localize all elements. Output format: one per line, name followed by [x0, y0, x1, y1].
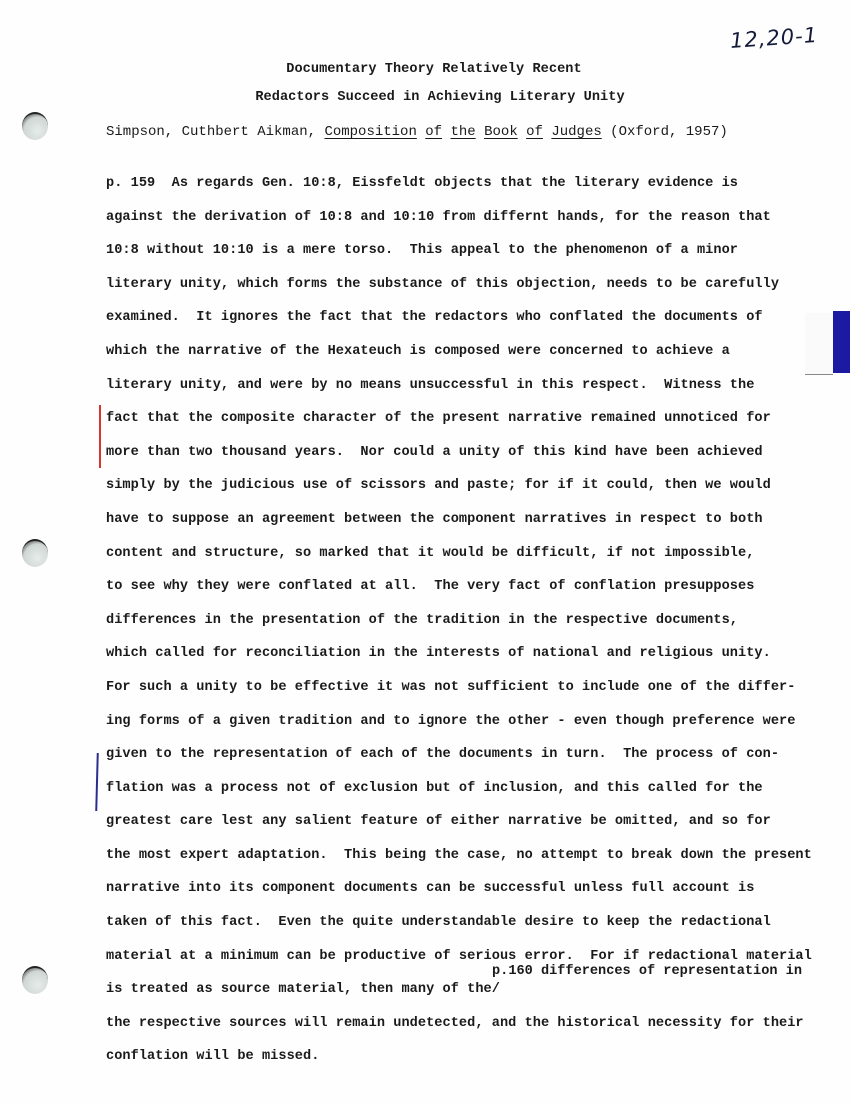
text-line: have to suppose an agreement between the component narratives in respect to both	[106, 511, 763, 527]
citation-author: Simpson, Cuthbert Aikman,	[106, 124, 325, 140]
text-line: simply by the judicious use of scissors and paste; for if it could, then we would	[106, 478, 771, 494]
binder-hole-top	[22, 112, 48, 140]
text-line: material at a minimum can be productive of serious error. For if redactional material	[106, 948, 812, 964]
book-title-word: Composition	[324, 124, 417, 140]
text-line: the respective sources will remain undetected, and the historical necessity for their	[106, 1015, 804, 1031]
text-line: fact that the composite character of the present narrative remained unnoticed for	[106, 411, 771, 427]
text-line: taken of this fact. Even the quite understandable desire to keep the redactional	[106, 915, 771, 931]
text-line: flation was a process not of exclusion but of inclusion, and this called for the	[106, 780, 763, 796]
text-line: which called for reconciliation in the interests of national and religious unity.	[106, 646, 771, 662]
bibliographic-citation	[106, 124, 728, 140]
text-line: narrative into its component documents can be successful unless full account is	[106, 881, 755, 897]
book-title-word: of	[526, 124, 543, 140]
blue-margin-mark	[95, 753, 98, 811]
text-line: For such a unity to be effective it was not sufficient to include one of the differ-	[106, 679, 796, 695]
binder-hole-bottom	[22, 966, 48, 994]
text-line: which the narrative of the Hexateuch is composed were concerned to achieve a	[106, 343, 730, 359]
heading-primary: Documentary Theory Relatively Recent	[286, 62, 582, 77]
text-line: 10:8 without 10:10 is a mere torso. This appeal to the phenomenon of a minor	[106, 243, 738, 259]
interlinear-insertion: p.160 differences of representation in	[492, 964, 802, 979]
text-line: p. 159 As regards Gen. 10:8, Eissfeldt objects that the literary evidence is	[106, 176, 738, 191]
text-line: differences in the presentation of the tradition in the respective documents,	[106, 612, 738, 628]
binder-hole-middle	[22, 539, 48, 567]
book-title-word: Judges	[551, 124, 602, 140]
text-line: against the derivation of 10:8 and 10:10 from differnt hands, for the reason that	[106, 209, 771, 225]
text-line: examined. It ignores the fact that the redactors who conflated the documents of	[106, 310, 763, 326]
handwritten-page-number: 12,20-1	[729, 22, 819, 54]
text-line: more than two thousand years. Nor could a unity of this kind have been achieved	[106, 444, 763, 460]
book-title-word: Book	[484, 124, 518, 140]
body-text	[106, 174, 846, 1081]
red-margin-mark	[99, 405, 101, 468]
text-line: the most expert adaptation. This being the case, no attempt to break down the present	[106, 847, 812, 863]
text-line: content and structure, so marked that it would be difficult, if not impossible,	[106, 545, 755, 561]
text-line: literary unity, which forms the substance of this objection, needs to be carefully	[106, 276, 780, 292]
text-line: literary unity, and were by no means unsuccessful in this respect. Witness the	[106, 377, 755, 393]
text-line: conflation will be missed.	[106, 1049, 320, 1065]
text-line: to see why they were conflated at all. The very fact of conflation presupposes	[106, 579, 755, 595]
citation-publisher: (Oxford, 1957)	[601, 124, 728, 140]
heading-secondary: Redactors Succeed in Achieving Literary Unity	[255, 90, 625, 105]
text-line: ing forms of a given tradition and to ignore the other - even though preference were	[106, 713, 796, 729]
book-title-word: of	[425, 124, 443, 140]
book-title-word: the	[450, 124, 476, 140]
text-line: is treated as source material, then many of the/	[106, 982, 500, 998]
text-line: given to the representation of each of the documents in turn. The process of con-	[106, 747, 780, 763]
text-line: greatest care lest any salient feature of either narrative be omitted, and so for	[106, 814, 771, 830]
